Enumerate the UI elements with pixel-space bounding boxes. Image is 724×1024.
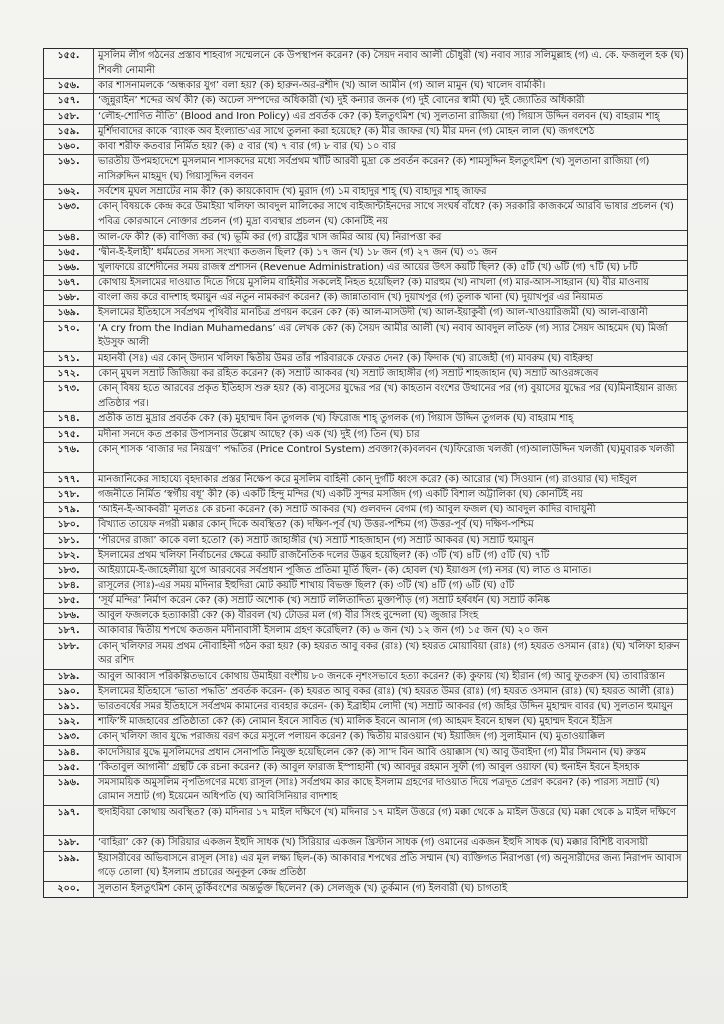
question-number: ১৭১. xyxy=(44,352,94,366)
question-number: ১৫৫. xyxy=(44,49,94,78)
question-number: ১৯৪. xyxy=(44,746,94,760)
question-row xyxy=(44,382,687,412)
question-text: শাফি’ঈ মাজহাবের প্রতিষ্ঠাতা কে? (ক) নোমান ইবনে সাবিত (খ) মালিক ইবনে আনাস (গ) আহমদ ইবনে হাম্বল (ঘ) মুহাম্মদ ইবনে ইদ্রিস xyxy=(98,716,613,728)
question-text: কোন্ শাসক ‘বাজার দর নিয়ন্ত্রণ’ পদ্ধতির (Price Control System) প্রবক্তা?(ক)বলবন (খ)ফিরোজ খলজী (গ)আলাউদ্দিন খলজী (ঘ)মুবারক খলজী xyxy=(98,443,675,455)
question-text: কাদেসিয়ার যুদ্ধে মুসলিমদের প্রধান সেনাপতি নিযুক্ত হয়েছিলেন কে? (ক) সা’দ বিন আবি ওয়াক্কাস (খ) আবু উবাইদা (গ) মীর সিমনান (ঘ) রুস্তম xyxy=(98,746,646,758)
question-row xyxy=(44,761,687,776)
question-row xyxy=(44,367,687,382)
question-number: ১৮৭. xyxy=(44,624,94,638)
question-row xyxy=(44,882,687,897)
question-number: ১৬০. xyxy=(44,140,94,154)
question-row xyxy=(44,322,687,352)
question-number: ১৬৬. xyxy=(44,261,94,275)
question-row xyxy=(44,140,687,155)
question-row xyxy=(44,806,687,836)
question-number: ১৯৯. xyxy=(44,852,94,881)
question-row xyxy=(44,155,687,185)
question-row xyxy=(44,746,687,761)
question-row xyxy=(44,715,687,730)
question-row xyxy=(44,836,687,851)
question-text: ‘পীরদের রাজা’ কাকে বলা হতো? (ক) সম্রাট জাহাঙ্গীর (খ) সম্রাট শাহজাহান (গ) সম্রাট আকবর (ঘ) সম্রাট হুমায়ুন xyxy=(98,534,534,546)
question-text: ‘দ্বীন-ই-ইলাহী’ ধর্মমতের সদস্য সংখ্যা কতজন ছিল? (ক) ১৭ জন (খ) ১৮ জন (গ) ২৭ জন (ঘ) ৩১ জন xyxy=(98,246,498,258)
question-row xyxy=(44,49,687,79)
question-row xyxy=(44,110,687,125)
question-text: ‘জুন্নুরাইন’ শব্দের অর্থ কী? (ক) অঢেল সম্পদের অধিকারী (খ) দুই কন্যার জনক (গ) দুই বোনের স্বামী (ঘ) দুই জ্যোতির অধিকারী xyxy=(98,95,585,107)
question-text: ইয়াসরীবের অভিবাসনে রাসূল (সাঃ) এর মূল লক্ষ্য ছিল-(ক) আকাবার শপথের প্রতি সম্মান (খ) ব্যক্তিগত নিরাপত্তা (গ) অনুসারীদের জন্য নিরাপদ আবাস গড়ে তোলা (ঘ) ইসলাম প্রচারের অনুকূল কেন্দ্র প্রতিষ্ঠা xyxy=(98,852,682,879)
question-text: মুসলিম লীগ গঠনের প্রস্তাব শাহবাগ সম্মেলনে কে উপস্থাপন করেন? (ক) সৈয়দ নবাব আলী চৌধুরী (খ) নবাব স্যার সলিমুল্লাহ (গ) এ. কে. ফজলুল হক (ঘ) শিবলী নোমানী xyxy=(98,50,684,76)
question-text: বাংলা জয় করে বাদশাহ হুমায়ুন এর নতুন নামকরণ করেন? (ক) জান্নাতাবাদ (খ) দুয়াখপুর (গ) তুলাক খানা (ঘ) দুয়াখপুর এর নিয়ামত xyxy=(98,292,603,304)
question-text: সুলতান ইলতুৎমিশ কোন্ তুর্কিবংশের অন্তর্ভুক্ত ছিলেন? (ক) সেলজুক (খ) তুর্কমান (গ) ইলবারী (ঘ) চাগতাই xyxy=(98,882,508,894)
question-text: আইয়্যামে-ই-জাহেলীয়া যুগে আরববের সর্বপ্রধান পূজিত প্রতিমা মূর্তি ছিল- (ক) হোবল (খ) ইয়াগুস (গ) নসর (ঘ) লাত ও মানাত। xyxy=(98,564,592,576)
question-row xyxy=(44,534,687,549)
question-text: মহানবী (সঃ) এর কোন্ উদ্যান খলিফা দ্বিতীয় উমর তাঁর পরিবারকে ফেরত দেন? (ক) ফিদাক (খ) রাজেহী (গ) মাবরুম (ঘ) বাইরুহা xyxy=(98,352,593,364)
question-text: ইসলামের ইতিহাসে ‘ভাতা পদ্ধতি’ প্রবর্তক করেন- (ক) হযরত আবু বকর (রাঃ) (খ) হযরত উমর (রাঃ) (গ) হযরত ওসমান (রাঃ) (ঘ) হযরত আলী (রাঃ) xyxy=(98,686,674,698)
question-text: আবুল আব্বাস পরিকল্পিতভাবে কোথায় উমাইয়া বংশীয় ৮০ জনকে নৃশংসভাবে হত্যা করেন? (ক) কুফায় (খ) হীরান (গ) আবু ফুতরুস (ঘ) তাবারিস্তান xyxy=(98,670,665,682)
question-text: ইসলামের প্রথম খলিফা নির্বাচনের ক্ষেত্রে কয়টি রাজনৈতিক দলের উদ্ভব হয়েছিল? (ক) ৩টি (খ) ৪টি (গ) ৫টি (ঘ) ৭টি xyxy=(98,549,550,561)
question-row xyxy=(44,231,687,246)
question-text: ভারতীয় উপমহাদেশে মুসলমান শাসকদের মধ্যে সর্বপ্রথম খাঁটি আরবী মুদ্রা কে প্রবর্তন করেন? (ক) শামসুদ্দিন ইলতুৎমিশ (খ) সুলতানা রাজিয়া (গ) নাসিরুদ্দিন মাহমুদ (ঘ) গিয়াসুদ্দিন বলবন xyxy=(98,156,650,182)
question-number: ১৮০. xyxy=(44,518,94,532)
question-text: কোন্ বিষয় হতে আরবের প্রকৃত ইতিহাস শুরু হয়? (ক) বাসুসের যুদ্ধের পর (খ) কাহতান বংশের উত্থানের পর (গ) বুয়াসের যুদ্ধের পর (ঘ)মিনাইয়ান রাজ্য প্রতিষ্ঠার পর। xyxy=(98,383,677,409)
question-text: কোন্ খলিফা জাব যুদ্ধে পরাজয় বরণ করে মসুলে পলায়ন করেন? (ক) দ্বিতীয় মারওয়ান (খ) ইয়াজিদ (গ) সুলাইমান (ঘ) মুতাওয়াক্কিল xyxy=(98,731,605,743)
question-text: ‘A cry from the Indian Muhamedans’ এর লেখক কে? (ক) সৈয়দ আমীর আলী (খ) নবাব আবদুল লতিফ (গ) স্যার সৈয়দ আহমেদ (ঘ) মির্জা ইউসুফ আলী xyxy=(98,322,668,349)
question-text: ভারতবর্ষের সমর ইতিহাসে সর্বপ্রথম কামানের ব্যবহার করেন- (ক) ইব্রাহীম লোদী (খ) সম্রাট আকবর (গ) জহির উদ্দিন মুহাম্মদ বাবর (ঘ) সুলতান হুমায়ুন xyxy=(98,701,673,713)
question-number: ১৬২. xyxy=(44,185,94,199)
question-number: ১৮৯. xyxy=(44,670,94,684)
question-number: ১৮১. xyxy=(44,534,94,548)
question-row xyxy=(44,488,687,503)
question-number: ১৮২. xyxy=(44,549,94,563)
question-row xyxy=(44,125,687,140)
question-row xyxy=(44,594,687,609)
question-number: ১৯৩. xyxy=(44,730,94,744)
question-text: ইসলামের ইতিহাসে সর্বপ্রথম পৃথিবীর মানচিত্র প্রণয়ন করেন কে? (ক) আল-মাসউদী (খ) আল-ইয়াকুবী (গ) আল-খাওয়ারিজমী (ঘ) আল-বাত্তানী xyxy=(98,307,648,319)
question-text: রাসূলের (সাঃ)-এর সময় মদিনার ইহুদিরা মোট কয়টি শাখায় বিভক্ত ছিল? (ক) ৩টি (খ) ৪টি (গ) ৬টি (ঘ) ৫টি xyxy=(98,580,515,592)
question-text: কাবা শরীফ কতবার নির্মিত হয়? (ক) ৫ বার (খ) ৭ বার (গ) ৮ বার (ঘ) ১০ বার xyxy=(98,140,396,152)
question-number: ১৬৯. xyxy=(44,306,94,320)
question-number: ১৬৭. xyxy=(44,276,94,290)
question-row xyxy=(44,852,687,882)
question-number: ১৭৬. xyxy=(44,443,94,472)
question-number: ১৭০. xyxy=(44,322,94,351)
question-number: ১৯৭. xyxy=(44,806,94,835)
question-number: ১৯৮. xyxy=(44,836,94,850)
question-text: বিখ্যাত তায়েফ নগরী মক্কার কোন্ দিকে অবস্থিত? (ক) দক্ষিণ-পূর্ব (খ) উত্তর-পশ্চিম (গ) উত্তর-পূর্ব (ঘ) দক্ষিণ-পশ্চিম xyxy=(98,519,534,531)
question-number: ১৫৮. xyxy=(44,110,94,124)
question-row xyxy=(44,306,687,321)
question-number: ১৫৬. xyxy=(44,79,94,93)
question-number: ১৭৭. xyxy=(44,473,94,487)
question-text: গজনীতে নির্মিত ‘স্বর্গীয় বধূ’ কী? (ক) একটি হিন্দু মন্দির (খ) একটি সুন্দর মসজিদ (গ) একটি বিশাল অট্টালিকা (ঘ) কোনটিই নয় xyxy=(98,489,583,501)
question-text: ‘বাহিরা’ কে? (ক) সিরিয়ার একজন ইহুদি সাধক (খ) সিরিয়ার একজন খ্রিস্টান সাধক (গ) ওমানের একজন ইহুদি সাধক (ঘ) মক্কার বিশিষ্ট ব্যবসায়ী xyxy=(98,837,648,849)
question-text: কোন্ মুঘল সম্রাট জিজিয়া কর রহিত করেন? (ক) সম্রাট আকবর (খ) সম্রাট জাহাঙ্গীর (গ) সম্রাট শাহজাহান (ঘ) সম্রাট আওরঙ্গজেব xyxy=(98,368,599,380)
question-row xyxy=(44,609,687,624)
question-text: মানজানিকের সাহায্যে বৃহদাকার প্রস্তর নিক্ষেপ করে মুসলিম বাহিনী কোন্ দুর্গটি ধ্বংস করে? (ক) আরোর (খ) সিওয়ান (গ) রাওয়ার (ঘ) দাইবুল xyxy=(98,474,637,486)
question-table xyxy=(43,48,688,898)
question-number: ১৭৩. xyxy=(44,382,94,411)
question-text: ‘লৌহ-শোণিত নীতি’ (Blood and Iron Policy) এর প্রবর্তক কে? (ক) ইলতুৎমিশ (খ) সুলতানা রাজিয়া (গ) গিয়াস উদ্দিন বলবন (ঘ) বাহরাম শাহ্ xyxy=(98,110,660,122)
question-number: ১৯১. xyxy=(44,700,94,714)
question-number: ১৬৫. xyxy=(44,246,94,260)
question-text: খুলাফায়ে রাশেদীনের সময় রাজস্ব প্রশাসন (Revenue Administration) এর আয়ের উৎস কয়টি ছিল? (ক) ৫টি (খ) ৬টি (গ) ৭টি (ঘ) ৮টি xyxy=(98,262,638,274)
question-number: ১৯৬. xyxy=(44,776,94,805)
question-row xyxy=(44,246,687,261)
question-row xyxy=(44,518,687,533)
question-number: ১৯৫. xyxy=(44,761,94,775)
question-row xyxy=(44,730,687,745)
question-number: ১৮৫. xyxy=(44,594,94,608)
question-row xyxy=(44,685,687,700)
question-text: মুর্শিদাবাদের কাকে ‘ব্যাংক অব ইংল্যান্ড’এর সাথে তুলনা করা হয়েছে? (ক) মীর জাফর (খ) মীর মদন (গ) মোহন লাল (ঘ) জগৎশেঠ xyxy=(98,125,595,137)
question-text: হুদাইবিয়া কোথায় অবস্থিত? (ক) মদিনার ১৭ মাইল দক্ষিণে (খ) মদিনার ১৭ মাইল উত্তরে (গ) মক্কা থেকে ৯ মাইল উত্তরে (ঘ) মক্কা থেকে ৯ মাইল দক্ষিণে xyxy=(98,807,676,819)
question-number: ১৫৯. xyxy=(44,125,94,139)
question-text: কোথায় ইসলামের দাওয়াত দিতে গিয়ে মুসলিম বাহিনীর সকলেই নিহত হয়েছিল? (ক) মারহুম (খ) নাখলা (গ) মার-আস-সাহরান (ঘ) বীর মাওনায় xyxy=(98,277,649,289)
question-row xyxy=(44,94,687,109)
question-text: প্রতীক তাম্র মুদ্রার প্রবর্তক কে? (ক) মুহাম্মদ বিন তুগলক (খ) ফিরোজ শাহ্ তুগলক (গ) গিয়াস উদ্দিন তুগলক (ঘ) বাহরাম শাহ্ xyxy=(98,413,574,425)
question-number: ১৮৬. xyxy=(44,609,94,623)
question-text: কার শাসনামলকে ‘অন্ধকার যুগ’ বলা হয়? (ক) হারুন-অর-রশীদ (খ) আল আমীন (গ) আল মামুন (ঘ) খালেদ বার্মাকী। xyxy=(98,80,546,92)
question-row xyxy=(44,640,687,670)
question-row xyxy=(44,564,687,579)
question-row xyxy=(44,443,687,473)
question-number: ১৬১. xyxy=(44,155,94,184)
question-text: মদীনা সনদে কত প্রকার উপাসনার উল্লেখ আছে? (ক) এক (খ) দুই (গ) তিন (ঘ) চার xyxy=(98,428,420,440)
question-row xyxy=(44,428,687,443)
question-number: ১৮৪. xyxy=(44,579,94,593)
question-row xyxy=(44,776,687,806)
question-number: ১৭৫. xyxy=(44,428,94,442)
question-row xyxy=(44,276,687,291)
question-number: ১৭৪. xyxy=(44,412,94,426)
question-number: ১৬৩. xyxy=(44,200,94,229)
question-row xyxy=(44,503,687,518)
question-row xyxy=(44,291,687,306)
question-number: ২০০. xyxy=(44,882,94,897)
question-row xyxy=(44,352,687,367)
question-row xyxy=(44,200,687,230)
question-text: ‘কিতাবুল আগানী’ গ্রন্থটি কে রচনা করেন? (ক) আবুল ফারাজ ইস্পাহানী (খ) আবদুর রহমান সুফী (গ) আবুল ওয়াফা (ঘ) হুনাইন ইবনে ইসহাক xyxy=(98,761,640,773)
question-number: ১৬৪. xyxy=(44,231,94,245)
question-text: আবুল ফজলকে হত্যাকারী কে? (ক) বীরবল (খ) টোডর মল (গ) বীর সিংহ বুন্দেলা (ঘ) জুজার সিংহ xyxy=(98,610,479,622)
question-row xyxy=(44,79,687,94)
question-text: ‘আইন-ই-আকবরী’ মূলতঃ কে রচনা করেন? (ক) সম্রাট আকবর (খ) গুলবদন বেগম (গ) আবুল ফজল (ঘ) আবদুল কাদির বাদায়ুনী xyxy=(98,504,596,516)
question-number: ১৮৮. xyxy=(44,640,94,669)
question-number: ১৯২. xyxy=(44,715,94,729)
question-row xyxy=(44,624,687,639)
question-text: কোন্ খলিফার সময় প্রথম নৌবাহিনী গঠন করা হয়? (ক) হযরত আবু বকর (রাঃ) (খ) হযরত মোয়াবিয়া (রাঃ) (গ) হযরত ওসমান (রাঃ) (ঘ) খলিফা হারুন অর রশিদ xyxy=(98,640,680,667)
question-number: ১৯০. xyxy=(44,685,94,699)
question-text: আল-ফে কী? (ক) বাণিজ্য কর (খ) ভূমি কর (গ) রাষ্ট্রের খাস জমির আয় (ঘ) নিরাপত্তা কর xyxy=(98,231,442,243)
question-text: সমসাময়িক অমুসলিম নৃপতিগণের মধ্যে রাসূল (সাঃ) সর্বপ্রথম কার কাছে ইসলাম গ্রহণের দাওয়াত দিয়ে পত্রদূত প্রেরণ করেন? (ক) পারস্য সম্রাট (খ) রোমান সম্রাট (গ) ইয়েমেন অধিপতি (ঘ) আবিসিনিয়ার বাদশাহ xyxy=(98,776,660,803)
question-row xyxy=(44,700,687,715)
question-number: ১৭২. xyxy=(44,367,94,381)
question-text: ‘সূর্য মন্দির’ নির্মাণ করেন কে? (ক) সম্রাট অশোক (খ) সম্রাট ললিতাদিত্য মুক্তাপীড় (গ) সম্রাট হর্ষবর্ধন (ঘ) সম্রাট কনিষ্ক xyxy=(98,595,550,607)
question-row xyxy=(44,473,687,488)
question-number: ১৬৮. xyxy=(44,291,94,305)
question-row xyxy=(44,185,687,200)
question-row xyxy=(44,670,687,685)
question-text: সর্বশেষ মুঘল সম্রাটের নাম কী? (ক) কায়কোবাদ (খ) মুরাদ (গ) ১ম বাহাদুর শাহ্ (ঘ) বাহাদুর শাহ্ জাফর xyxy=(98,186,487,198)
question-text: কোন্ বিষয়কে কেন্দ্র করে উমাইয়া খলিফা আবদুল মালিকের সাথে বাইজান্টাইনদের সাথে সংঘর্ষ বাঁধে? (ক) সরকারি কাজকর্মে আরবি ভাষার প্রচলন (খ) পবিত্র কোরআনে নোক্তার প্রচলন (গ) মুদ্রা ব্যবস্থার প্রচলন (ঘ) কোনটিই নয় xyxy=(98,201,674,228)
question-text: আকাবার দ্বিতীয় শপথে কতজন মদীনাবাসী ইসলাম গ্রহণ করেছিল? (ক) ৬ জন (খ) ১২ জন (গ) ১৫ জন (ঘ) ২০ জন xyxy=(98,625,548,637)
question-row xyxy=(44,549,687,564)
question-row xyxy=(44,261,687,276)
question-number: ১৭৯. xyxy=(44,503,94,517)
question-number: ১৮৩. xyxy=(44,564,94,578)
question-number: ১৭৮. xyxy=(44,488,94,502)
question-number: ১৫৭. xyxy=(44,94,94,108)
question-row xyxy=(44,579,687,594)
question-row xyxy=(44,412,687,427)
